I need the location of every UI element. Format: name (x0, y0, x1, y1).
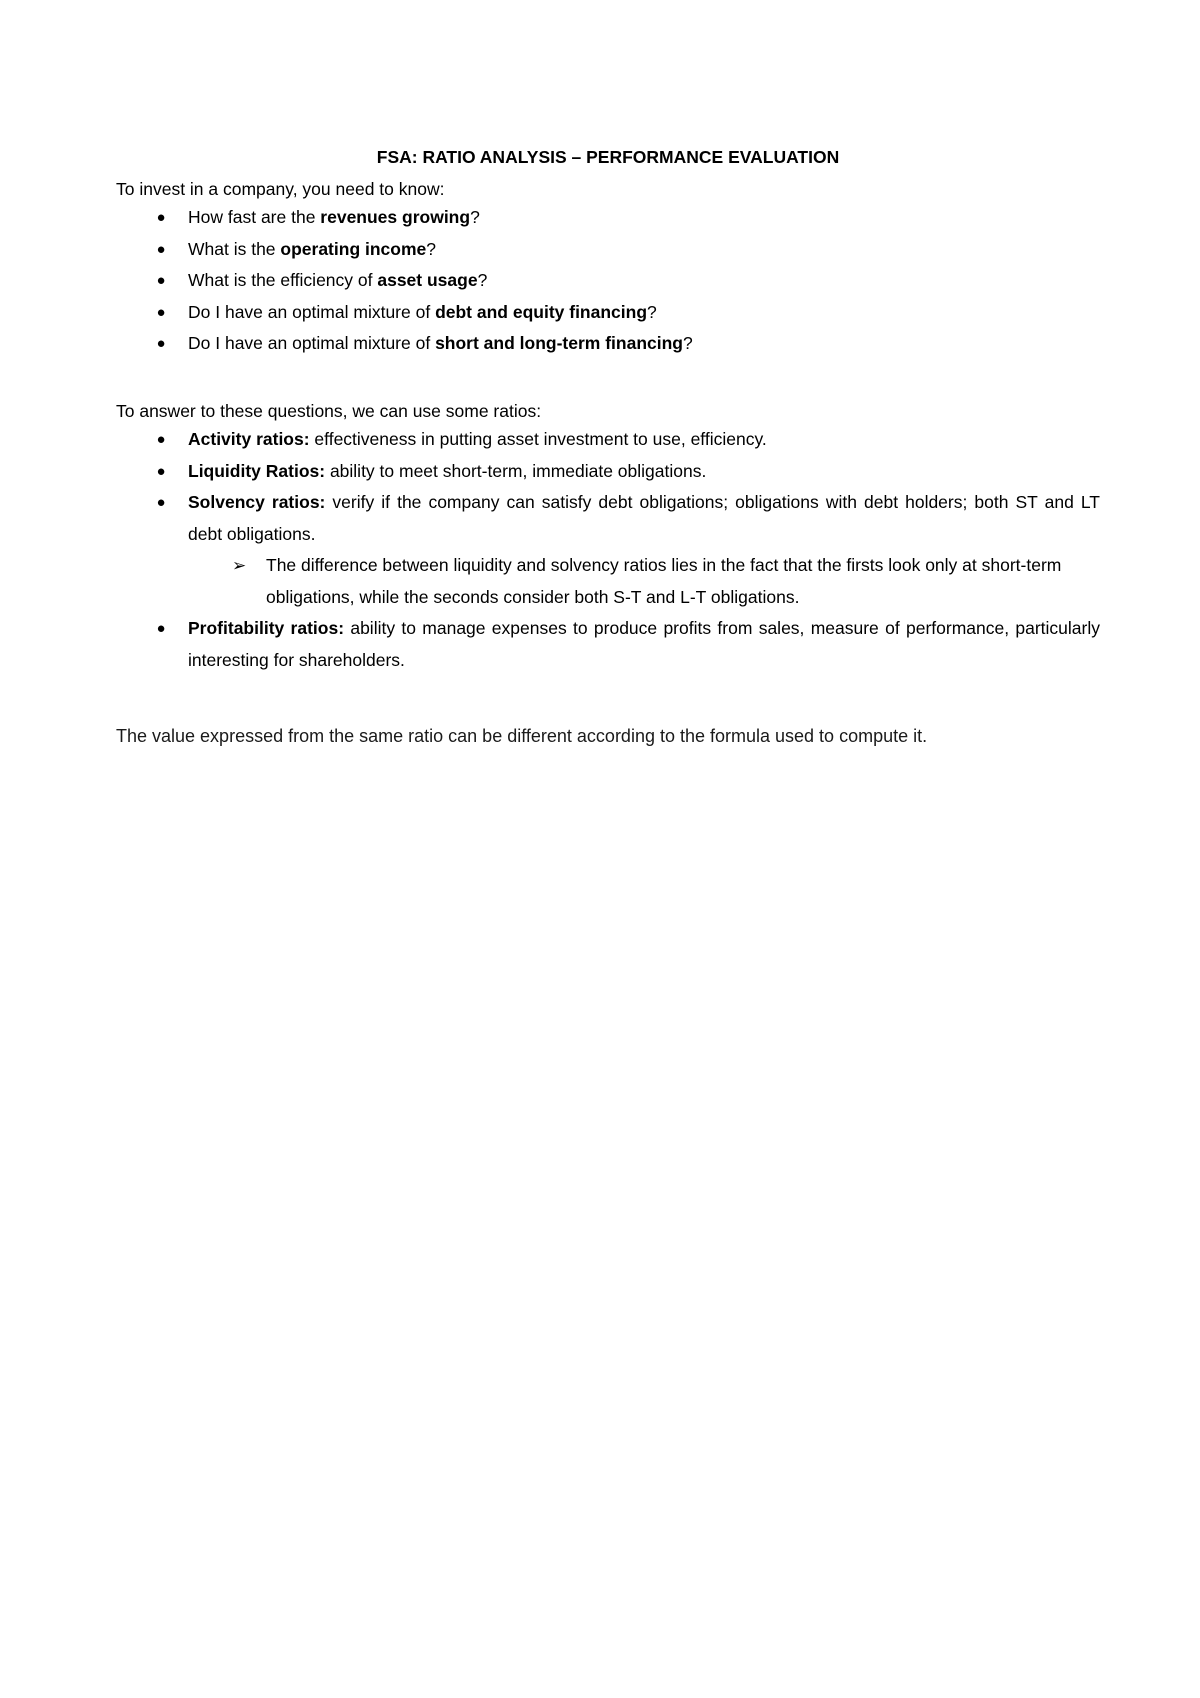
bullet-icon: ● (156, 494, 166, 511)
bullet-icon: ● (156, 272, 166, 289)
bullet-icon: ● (156, 303, 166, 321)
list-item: ● Do I have an optimal mixture of short and long-term financing? (116, 328, 1100, 360)
bullet-icon: ● (156, 431, 166, 448)
page-title: FSA: RATIO ANALYSIS – PERFORMANCE EVALUATION (376, 147, 840, 167)
list-item-activity: ● Activity ratios: effectiveness in putting asset investment to use, efficiency. (116, 424, 1100, 456)
list-item: ● How fast are the revenues growing? (116, 202, 1100, 234)
ratios-intro-text: To answer to these questions, we can use some ratios: (116, 401, 542, 421)
arrow-bullet-icon: ➢ (232, 556, 247, 575)
intro-text: To invest in a company, you need to know: (116, 179, 445, 199)
list-item-solvency: ● Solvency ratios: verify if the company can satisfy debt obligations; obligations with debt holders; both ST and LT debt obligations. (116, 487, 1100, 550)
list-item: ● What is the efficiency of asset usage? (116, 265, 1100, 297)
bullet-icon: ● (156, 335, 166, 352)
bullet-icon: ● (156, 462, 166, 480)
closing-text: The value expressed from the same ratio can be different according to the formula used to compute it. (116, 726, 928, 746)
ratios-list (116, 424, 1100, 676)
list-item: ● Do I have an optimal mixture of debt and equity financing? (116, 297, 1100, 329)
list-item-profitability: ● Profitability ratios: ability to manage expenses to produce profits from sales, measure of performance, particularly interesting for shareholders. (116, 613, 1100, 676)
list-item: ● What is the operating income? (116, 234, 1100, 266)
bullet-icon: ● (156, 209, 166, 226)
questions-list (116, 202, 1100, 360)
bullet-icon: ● (156, 240, 166, 258)
list-item-liquidity: ● Liquidity Ratios: ability to meet short-term, immediate obligations. (116, 456, 1100, 488)
sub-note-item: ➢ The difference between liquidity and solvency ratios lies in the fact that the firsts look only at short-term obligations, while the seconds consider both S-T and L-T obligations. (116, 550, 1100, 613)
bullet-icon: ● (156, 620, 166, 637)
